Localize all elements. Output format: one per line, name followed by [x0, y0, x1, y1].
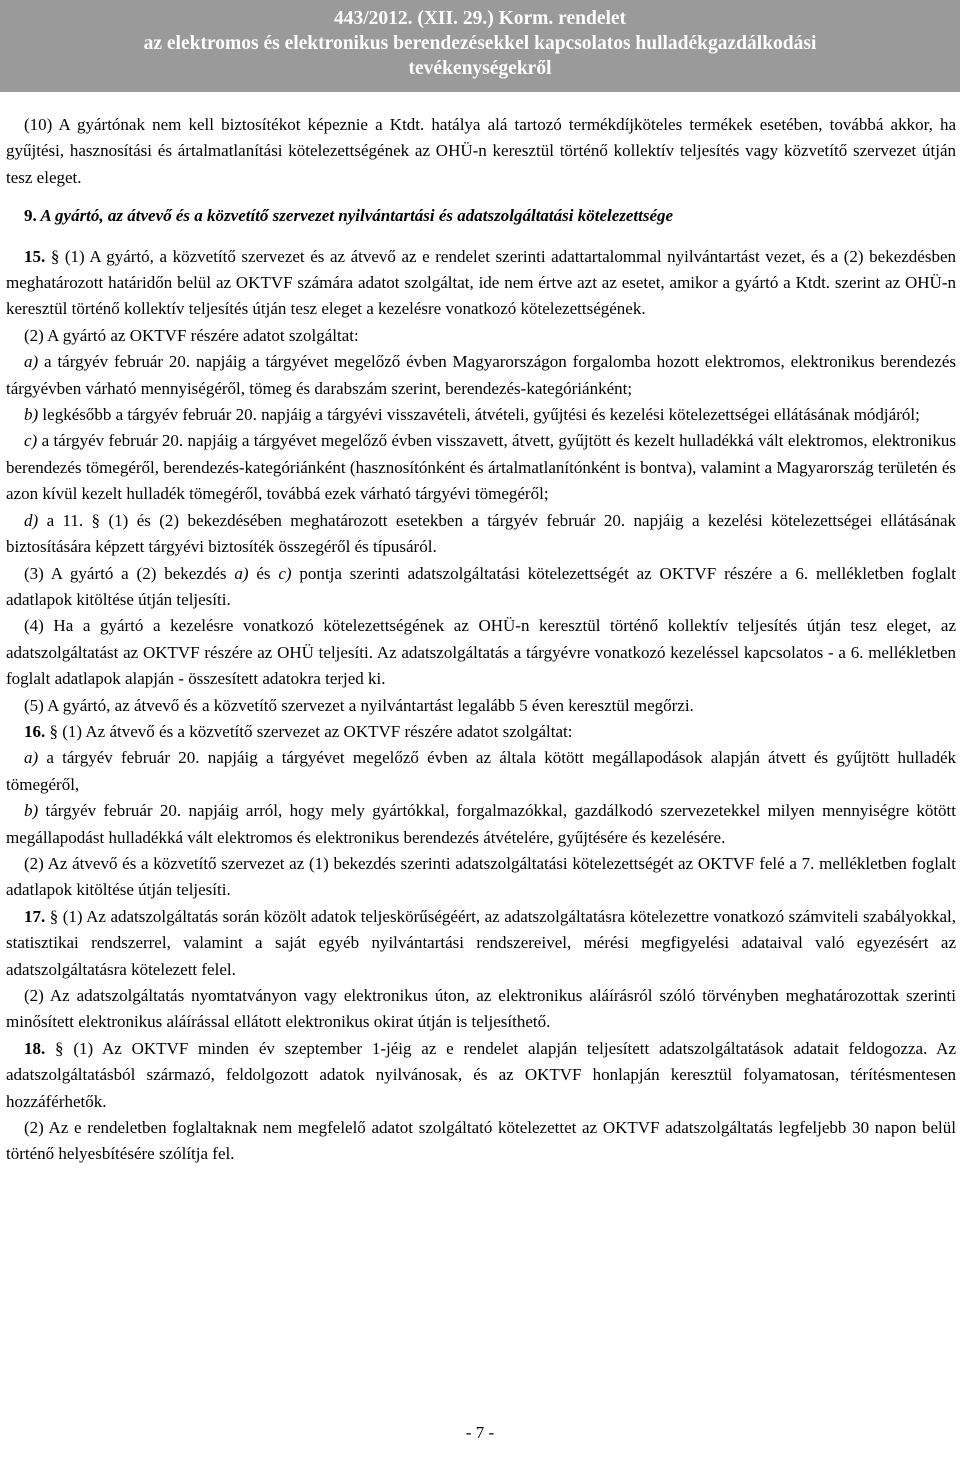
point-label-c: c): [24, 431, 38, 451]
point-text-c: a tárgyév február 20. napjáig a tárgyévet megelőző évben visszavett, átvett, gyűjtött és kezelt hulladékká vált elektromos, elektronikus berendezés tömegéről, berendezés-kategóriánként (hasznosítónként és ártalmatlanítónként is bontva), valamint a Magyarország területén és azon kívül kezelt hulladék tömegéről, továbbá ezek várható tárgyévi tömegéről;: [6, 431, 956, 504]
point-label-b: b): [24, 405, 39, 425]
section-15-paragraph-3: [6, 561, 956, 614]
section-16-paragraph-2: (2) Az átvevő és a közvetítő szervezet az (1) bekezdés szerinti adatszolgáltatási kötelezettségét az OKTVF felé a 7. mellékletben foglalt adatlapok kitöltése útján teljesíti.: [6, 853, 956, 900]
section-18-paragraph-1: [6, 1036, 956, 1115]
p3-mid: és: [248, 563, 279, 583]
section-15-paragraph-4: (4) Ha a gyártó a kezelésre vonatkozó kötelezettségének az OHÜ-n keresztül történő kollektív teljesítés útján tesz eleget, az adatszolgáltatást az OKTVF részére az OHÜ teljesíti. Az adatszolgáltatás a tárgyévre vonatkozó kezeléssel kapcsolatos - a 6. mellékletben foglalt adatlapok alapján - összesített adatokra terjed ki.: [6, 616, 956, 689]
section-15-point-d: [6, 508, 956, 561]
section-15-paragraph-5: (5) A gyártó, az átvevő és a közvetítő szervezet a nyilvántartást legalább 5 éven keresztül megőrzi.: [24, 695, 694, 715]
point-label-a: a): [24, 748, 39, 768]
p3-pre: (3) A gyártó a (2) bekezdés: [24, 563, 235, 583]
section-15-paragraph-2: (2) A gyártó az OKTVF részére adatot szolgáltat:: [24, 325, 359, 345]
header-line-1: 443/2012. (XII. 29.) Korm. rendelet: [333, 8, 627, 29]
point-text-b: legkésőbb a tárgyév február 20. napjáig a tárgyévi visszavételi, átvételi, gyűjtési és kezelési kötelezettségei ellátásának módjáról;: [38, 405, 920, 425]
section-heading-9: [6, 203, 956, 229]
section-15-paragraph-1: [6, 244, 956, 323]
p3-ref-c: c): [278, 563, 292, 583]
header-line-2: az elektromos és elektronikus berendezésekkel kapcsolatos hulladékgazdálkodási: [143, 33, 817, 54]
section-number-15: 15.: [24, 246, 46, 266]
section-16-paragraph-1: [6, 719, 956, 745]
section-number-17: 17.: [24, 906, 46, 926]
heading-number: 9.: [24, 206, 37, 226]
section-16-text-1: § (1) Az átvevő és a közvetítő szervezet az OKTVF részére adatot szolgáltat:: [45, 721, 573, 741]
point-text-a: a tárgyév február 20. napjáig a tárgyévet megelőző évben az általa kötött megállapodások alapján átvett és gyűjtött hulladék tömegéről,: [6, 748, 956, 794]
point-label-b: b): [24, 801, 39, 821]
point-text-d: a 11. § (1) és (2) bekezdésében meghatározott esetekben a tárgyév február 20. napjáig a kezelési kötelezettségei ellátásának biztosítására képzett tárgyévi biztosíték összegéről és típusáról.: [6, 510, 956, 557]
point-text-a: a tárgyév február 20. napjáig a tárgyévet megelőző évben Magyarországon forgalomba hozott elektromos, elektronikus berendezés tárgyévben várható mennyiségéről, tömeg és darabszám szerint, berendezés-kategóriánként;: [6, 352, 956, 398]
p3-ref-a: a): [234, 563, 249, 583]
point-label-d: d): [24, 510, 39, 530]
point-label-a: a): [24, 352, 39, 372]
document-body: [6, 112, 956, 1168]
paragraph-10: (10) A gyártónak nem kell biztosítékot képeznie a Ktdt. hatálya alá tartozó termékdíjköteles termékek esetében, továbbá akkor, ha gyűjtési, hasznosítási és ártalmatlanítási kötelezettségének az OHÜ-n keresztül történő kollektív teljesítés vagy közvetítő szervezet útján tesz eleget.: [6, 115, 956, 187]
section-18-text-1: § (1) Az OKTVF minden év szeptember 1-jéig az e rendelet alapján teljesített adatszolgáltatások adatait feldogozza. Az adatszolgáltatásból származó, feldolgozott adatok nyilvánosak, és az OKTVF honlapján keresztül folyamatosan, térítésmentesen hozzáférhetők.: [6, 1038, 956, 1111]
header-line-3: tevékenységekről: [408, 58, 552, 79]
section-16-point-b: [6, 798, 956, 851]
p3-post: pontja szerinti adatszolgáltatási kötelezettségét az OKTVF részére a 6. mellékletben foglalt adatlapok kitöltése útján teljesíti.: [6, 563, 956, 609]
section-number-18: 18.: [24, 1038, 46, 1058]
section-15-text-1: § (1) A gyártó, a közvetítő szervezet és az átvevő az e rendelet szerinti adattartalommal nyilvántartást vezet, és a (2) bekezdésben meghatározott határidőn belül az OKTVF számára adatot szolgáltat, ide nem értve azt az esetet, amikor a gyártó a Ktdt. szerint az OHÜ-n keresztül történő kollektív teljesítés útján tesz eleget a kezelésre vonatkozó kötelezettségének.: [6, 246, 957, 319]
section-number-16: 16.: [24, 721, 46, 741]
section-16-point-a: [6, 745, 956, 798]
running-header: [0, 0, 960, 92]
page-number: - 7 -: [465, 1423, 495, 1442]
point-text-b: tárgyév február 20. napjáig arról, hogy mely gyártókkal, forgalmazókkal, gazdálkodó szervezetekkel milyen mennyiségre kötött megállapodást hulladékká vált elektromos és elektronikus berendezés átvételére, gyűjtésére és kezelésére.: [6, 801, 956, 847]
section-15-point-c: [6, 428, 956, 507]
section-17-paragraph-1: [6, 904, 956, 983]
section-15-point-a: [6, 349, 956, 402]
section-18-paragraph-2: (2) Az e rendeletben foglaltaknak nem megfelelő adatot szolgáltató kötelezettet az OKTVF adatszolgáltatás legfeljebb 30 napon belül történő helyesbítésére szólítja fel.: [6, 1118, 956, 1164]
section-17-text-1: § (1) Az adatszolgáltatás során közölt adatok teljeskörűségéért, az adatszolgáltatásra kötelezettre vonatkozó számviteli szabályokkal, statisztikai rendszerrel, valamint a saját egyéb nyilvántartási rendszereivel, mérési megfigyelési adataival való egyezésért az adatszolgáltatásra kötelezett felel.: [6, 906, 956, 979]
section-15-point-b: [6, 402, 956, 428]
section-17-paragraph-2: (2) Az adatszolgáltatás nyomtatványon vagy elektronikus úton, az elektronikus aláírásról szóló törvényben meghatározottak szerinti minősített elektronikus aláírással ellátott elektronikus okirat útján is teljesíthető.: [6, 986, 956, 1032]
heading-title: A gyártó, az átvevő és a közvetítő szervezet nyilvántartási és adatszolgáltatási kötelezettsége: [40, 206, 674, 226]
